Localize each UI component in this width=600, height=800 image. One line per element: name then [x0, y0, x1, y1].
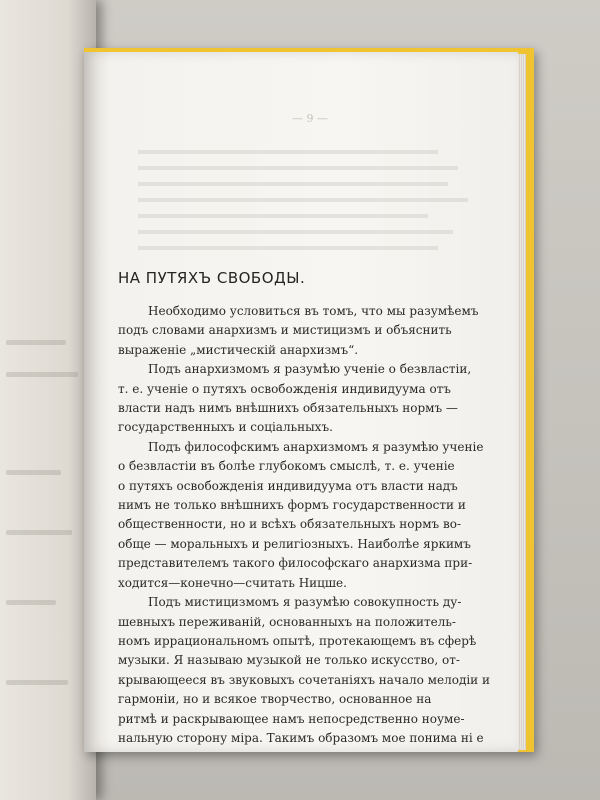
- text-line: подъ словами анархизмъ и мистицизмъ и объяснить: [118, 323, 452, 338]
- page-edges: [518, 54, 526, 750]
- text-line: нимъ не только внѣшнихъ формъ государственности и: [118, 498, 466, 513]
- body-text: [118, 302, 490, 748]
- text-line: ходится—конечно—считать Ницше.: [118, 575, 347, 590]
- text-line: государственныхъ и соціальныхъ.: [118, 420, 333, 435]
- page-number: — 9 —: [292, 112, 328, 125]
- text-line: номъ иррациональномъ опытѣ, протекающемъ въ сферѣ: [118, 633, 477, 648]
- chapter-heading: НА ПУТЯХЪ СВОБОДЫ.: [118, 269, 306, 287]
- text-line: крывающееся въ звуковыхъ сочетаніяхъ начало мелодіи и: [118, 672, 490, 687]
- left-page-text-ghost: [6, 680, 68, 685]
- text-line: о безвластіи въ болѣе глубокомъ смыслѣ, т. е. ученіе: [118, 459, 455, 474]
- left-page: [0, 0, 96, 800]
- text-line: Подъ мистицизмомъ я разумѣю совокупность ду-: [148, 595, 462, 610]
- text-line: ритмѣ и раскрывающее намъ непосредственно ноуме-: [118, 711, 465, 726]
- left-page-text-ghost: [6, 372, 78, 377]
- text-line: музыки. Я называю музыкой не только искусство, от-: [118, 653, 460, 668]
- text-line: общественности, но и всѣхъ обязательныхъ нормъ во-: [118, 517, 462, 532]
- text-line: Необходимо условиться въ томъ, что мы разумѣемъ: [148, 304, 479, 318]
- text-line: Подъ философскимъ анархизмомъ я разумѣю ученіе: [148, 439, 484, 454]
- left-page-text-ghost: [6, 340, 66, 345]
- left-page-text-ghost: [6, 600, 56, 605]
- text-line: выраженіе „мистическій анархизмъ“.: [118, 342, 359, 357]
- text-line: Подъ анархизмомъ я разумѣю ученіе о безвластіи,: [148, 362, 472, 377]
- left-page-text-ghost: [6, 530, 72, 535]
- text-line: представителемъ такого философскаго анархизма при-: [118, 556, 473, 571]
- show-through-text: [138, 150, 468, 262]
- text-line: власти надъ нимъ внѣшнихъ обязательныхъ нормъ —: [118, 401, 458, 416]
- text-line: о путяхъ освобожденія индивидуума отъ власти надъ: [118, 478, 458, 493]
- text-line: шевныхъ переживаній, основанныхъ на положитель-: [118, 614, 456, 629]
- left-page-text-ghost: [6, 470, 61, 475]
- text-line: гармоніи, но и всякое творчество, основанное на: [118, 692, 432, 707]
- text-line: нальную сторону міра. Такимъ образомъ мое понима ні е: [118, 730, 484, 745]
- text-line: обще — моральныхъ и религіозныхъ. Наиболѣе яркимъ: [118, 536, 471, 551]
- text-line: т. е. ученіе о путяхъ освобожденія индивидуума отъ: [118, 381, 451, 396]
